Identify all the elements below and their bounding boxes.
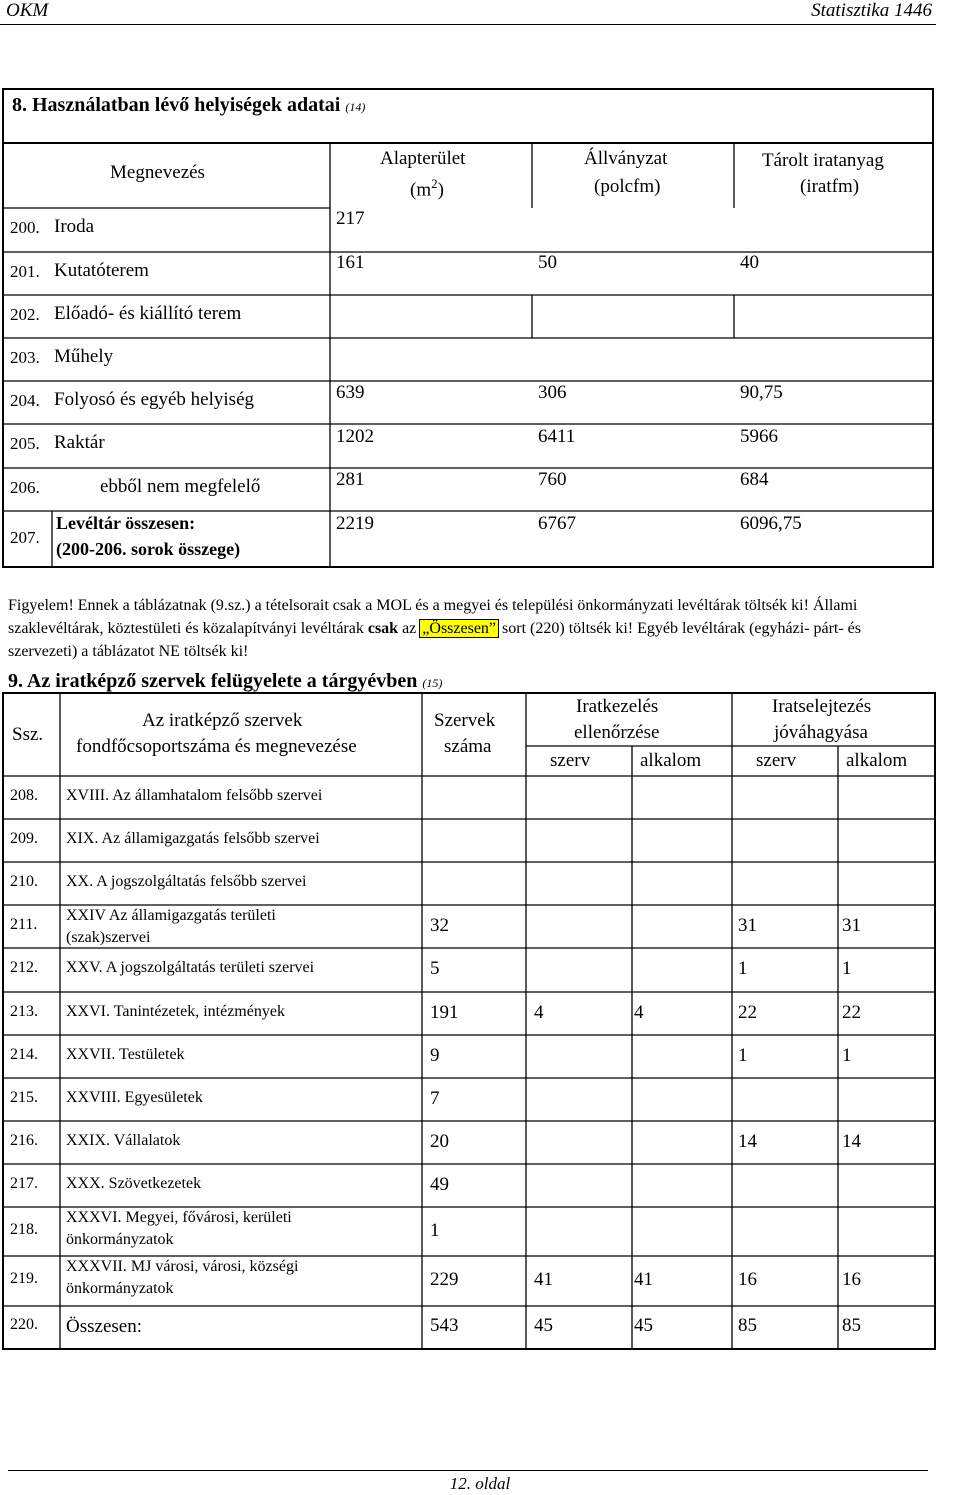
col-count-header-2: száma	[444, 736, 492, 757]
highlight-osszesen: „Összesen”	[422, 620, 497, 637]
row-202-name: Előadó- és kiállító terem	[54, 303, 242, 324]
row-207-area: 2219	[336, 513, 374, 534]
row-205-num: 205.	[10, 434, 40, 453]
row-218-count: 1	[430, 1219, 440, 1241]
row-207-num: 207.	[10, 528, 40, 547]
row-220-mgmt-alkalom: 45	[634, 1315, 653, 1336]
row-217-num: 217.	[10, 1174, 38, 1192]
row-213-mgmt-szerv: 4	[534, 1001, 544, 1023]
row-207-name-2: (200-206. sorok összege)	[56, 539, 241, 559]
row-211-name: XXIV Az államigazgatás területi	[66, 907, 276, 924]
section8-title: 8. Használatban lévő helyiségek adatai (14)	[12, 94, 366, 116]
header-rule	[0, 24, 936, 25]
row-216-name: XXIX. Vállalatok	[66, 1131, 181, 1149]
col-disp-header-1: Iratselejtezés	[772, 696, 872, 717]
row-208-name: XVIII. Az államhatalom felsőbb szervei	[66, 786, 323, 804]
header-left-label: OKM	[6, 0, 49, 21]
col-area-header-2: $(m^2)$	[410, 176, 444, 201]
row-204-num: 204.	[10, 391, 40, 410]
col-docs-header-2: (iratfm)	[800, 176, 860, 197]
row-213-num: 213.	[10, 1002, 38, 1020]
row-204-docs: 90,75	[740, 382, 783, 403]
row-216-num: 216.	[10, 1131, 38, 1149]
footer-rule	[8, 1470, 928, 1471]
row-212-count: 5	[430, 958, 440, 979]
row-206-docs: 684	[740, 469, 769, 490]
row-214-disp-szerv: 1	[738, 1044, 748, 1066]
row-205-docs: 5966	[740, 426, 778, 447]
row-207-name: Levéltár összesen:	[56, 513, 196, 533]
row-210-num: 210.	[10, 872, 38, 890]
col-docs-header-1: Tárolt iratanyag	[762, 150, 884, 171]
row-214-disp-alkalom: 1	[842, 1044, 852, 1066]
row-209-num: 209.	[10, 829, 38, 847]
col-mgmt-header-2: ellenőrzése	[574, 722, 660, 743]
row-219-disp-alkalom: 16	[842, 1269, 861, 1290]
row-213-count: 191	[430, 1001, 459, 1023]
row-201-docs: 40	[740, 252, 759, 273]
row-219-name-2: önkormányzatok	[66, 1280, 174, 1297]
row-200-num: 200.	[10, 218, 40, 237]
col-name-header-1: Az iratképző szervek	[142, 710, 303, 731]
row-203-name: Műhely	[54, 346, 114, 367]
sub-mgmt-szerv: szerv	[550, 750, 591, 771]
sub-mgmt-alkalom: alkalom	[640, 750, 702, 771]
row-206-num: 206.	[10, 478, 40, 497]
row-219-num: 219.	[10, 1270, 38, 1287]
row-219-mgmt-alkalom: 41	[634, 1269, 653, 1290]
header-right-label: Statisztika 1446	[811, 0, 932, 21]
row-214-count: 9	[430, 1044, 440, 1066]
sub-disp-alkalom: alkalom	[846, 750, 908, 771]
row-211-count: 32	[430, 914, 449, 936]
row-213-mgmt-alkalom: 4	[634, 1001, 644, 1023]
row-212-name: XXV. A jogszolgáltatás területi szervei	[66, 959, 315, 976]
page-number: 12. oldal	[449, 1474, 511, 1493]
row-215-count: 7	[430, 1087, 440, 1109]
col-shelf-header-1: Állványzat	[584, 148, 668, 169]
row-201-name: Kutatóterem	[54, 260, 149, 281]
row-204-shelf: 306	[538, 382, 567, 403]
row-211-disp-alkalom: 31	[842, 914, 861, 936]
col-ssz-header: Ssz.	[12, 724, 44, 745]
row-218-num: 218.	[10, 1220, 38, 1238]
col-count-header-1: Szervek	[434, 710, 496, 731]
row-215-num: 215.	[10, 1088, 38, 1106]
row-214-num: 214.	[10, 1045, 38, 1063]
row-206-area: 281	[336, 469, 365, 490]
row-213-disp-alkalom: 22	[842, 1001, 861, 1023]
col-mgmt-header-1: Iratkezelés	[576, 696, 659, 717]
row-220-num: 220.	[10, 1316, 38, 1333]
row-204-name: Folyosó és egyéb helyiség	[54, 389, 255, 410]
row-219-disp-szerv: 16	[738, 1269, 757, 1290]
row-200-name: Iroda	[54, 216, 95, 237]
section9-title: 9. Az iratképző szervek felügyelete a tárgyévben (15)	[8, 670, 443, 692]
row-215-name: XXVIII. Egyesületek	[66, 1088, 203, 1106]
col-shelf-header-2: (polcfm)	[594, 176, 661, 197]
col-name-header: Megnevezés	[110, 162, 205, 183]
col-area-header-1: Alapterület	[380, 148, 466, 169]
row-201-area: 161	[336, 252, 365, 273]
section9-table	[2, 692, 936, 1350]
row-220-name: Összesen:	[66, 1316, 142, 1337]
row-219-name: XXXVII. MJ városi, városi, községi	[66, 1258, 299, 1275]
col-disp-header-2: jóváhagyása	[774, 722, 868, 743]
row-218-name: XXXVI. Megyei, fővárosi, kerületi	[66, 1209, 292, 1226]
row-205-name: Raktár	[54, 432, 105, 453]
row-201-num: 201.	[10, 262, 40, 281]
row-212-disp-szerv: 1	[738, 958, 748, 979]
row-207-docs: 6096,75	[740, 513, 802, 534]
row-220-disp-szerv: 85	[738, 1315, 757, 1336]
section8-table	[2, 88, 934, 568]
row-209-name: XIX. Az államigazgatás felsőbb szervei	[66, 829, 320, 847]
row-211-name-2: (szak)szervei	[66, 929, 151, 946]
row-216-count: 20	[430, 1130, 449, 1152]
row-217-count: 49	[430, 1173, 449, 1195]
row-211-num: 211.	[10, 915, 38, 933]
row-208-num: 208.	[10, 786, 38, 804]
row-213-name: XXVI. Tanintézetek, intézmények	[66, 1002, 285, 1020]
row-212-num: 212.	[10, 959, 38, 976]
row-205-shelf: 6411	[538, 426, 576, 447]
sub-disp-szerv: szerv	[756, 750, 797, 771]
row-205-area: 1202	[336, 426, 374, 447]
row-217-name: XXX. Szövetkezetek	[66, 1174, 202, 1192]
row-220-mgmt-szerv: 45	[534, 1315, 553, 1336]
row-206-name: ebből nem megfelelő	[100, 476, 261, 497]
row-204-area: 639	[336, 382, 365, 403]
col-name-header-2: fondfőcsoportszáma és megnevezése	[76, 736, 357, 757]
row-212-disp-alkalom: 1	[842, 958, 852, 979]
row-214-name: XXVII. Testületek	[66, 1045, 185, 1063]
row-211-disp-szerv: 31	[738, 914, 757, 936]
row-220-count: 543	[430, 1315, 459, 1336]
row-213-disp-szerv: 22	[738, 1001, 757, 1023]
row-218-name-2: önkormányzatok	[66, 1231, 174, 1248]
row-216-disp-szerv: 14	[738, 1130, 757, 1152]
row-206-shelf: 760	[538, 469, 567, 490]
row-216-disp-alkalom: 14	[842, 1130, 861, 1152]
row-200-area: 217	[336, 208, 365, 229]
row-207-shelf: 6767	[538, 513, 576, 534]
notice-text: Figyelem! Ennek a táblázatnak (9.sz.) a tételsorait csak a MOL és a megyei és települési önkormányzati levéltárak töltsék ki! Állami szaklevéltárak, köztestületi és közalapítványi levéltárak csak az „Összesen” sort (220) töltsék ki! Egyéb levéltárak (egyházi- párt- és szervezeti) a táblázatot NE töltsék ki!	[8, 597, 862, 660]
row-219-count: 229	[430, 1269, 459, 1290]
row-210-name: XX. A jogszolgáltatás felsőbb szervei	[66, 872, 307, 890]
row-201-shelf: 50	[538, 252, 557, 273]
row-219-mgmt-szerv: 41	[534, 1269, 553, 1290]
row-202-num: 202.	[10, 305, 40, 324]
row-203-num: 203.	[10, 348, 40, 367]
row-220-disp-alkalom: 85	[842, 1315, 861, 1336]
